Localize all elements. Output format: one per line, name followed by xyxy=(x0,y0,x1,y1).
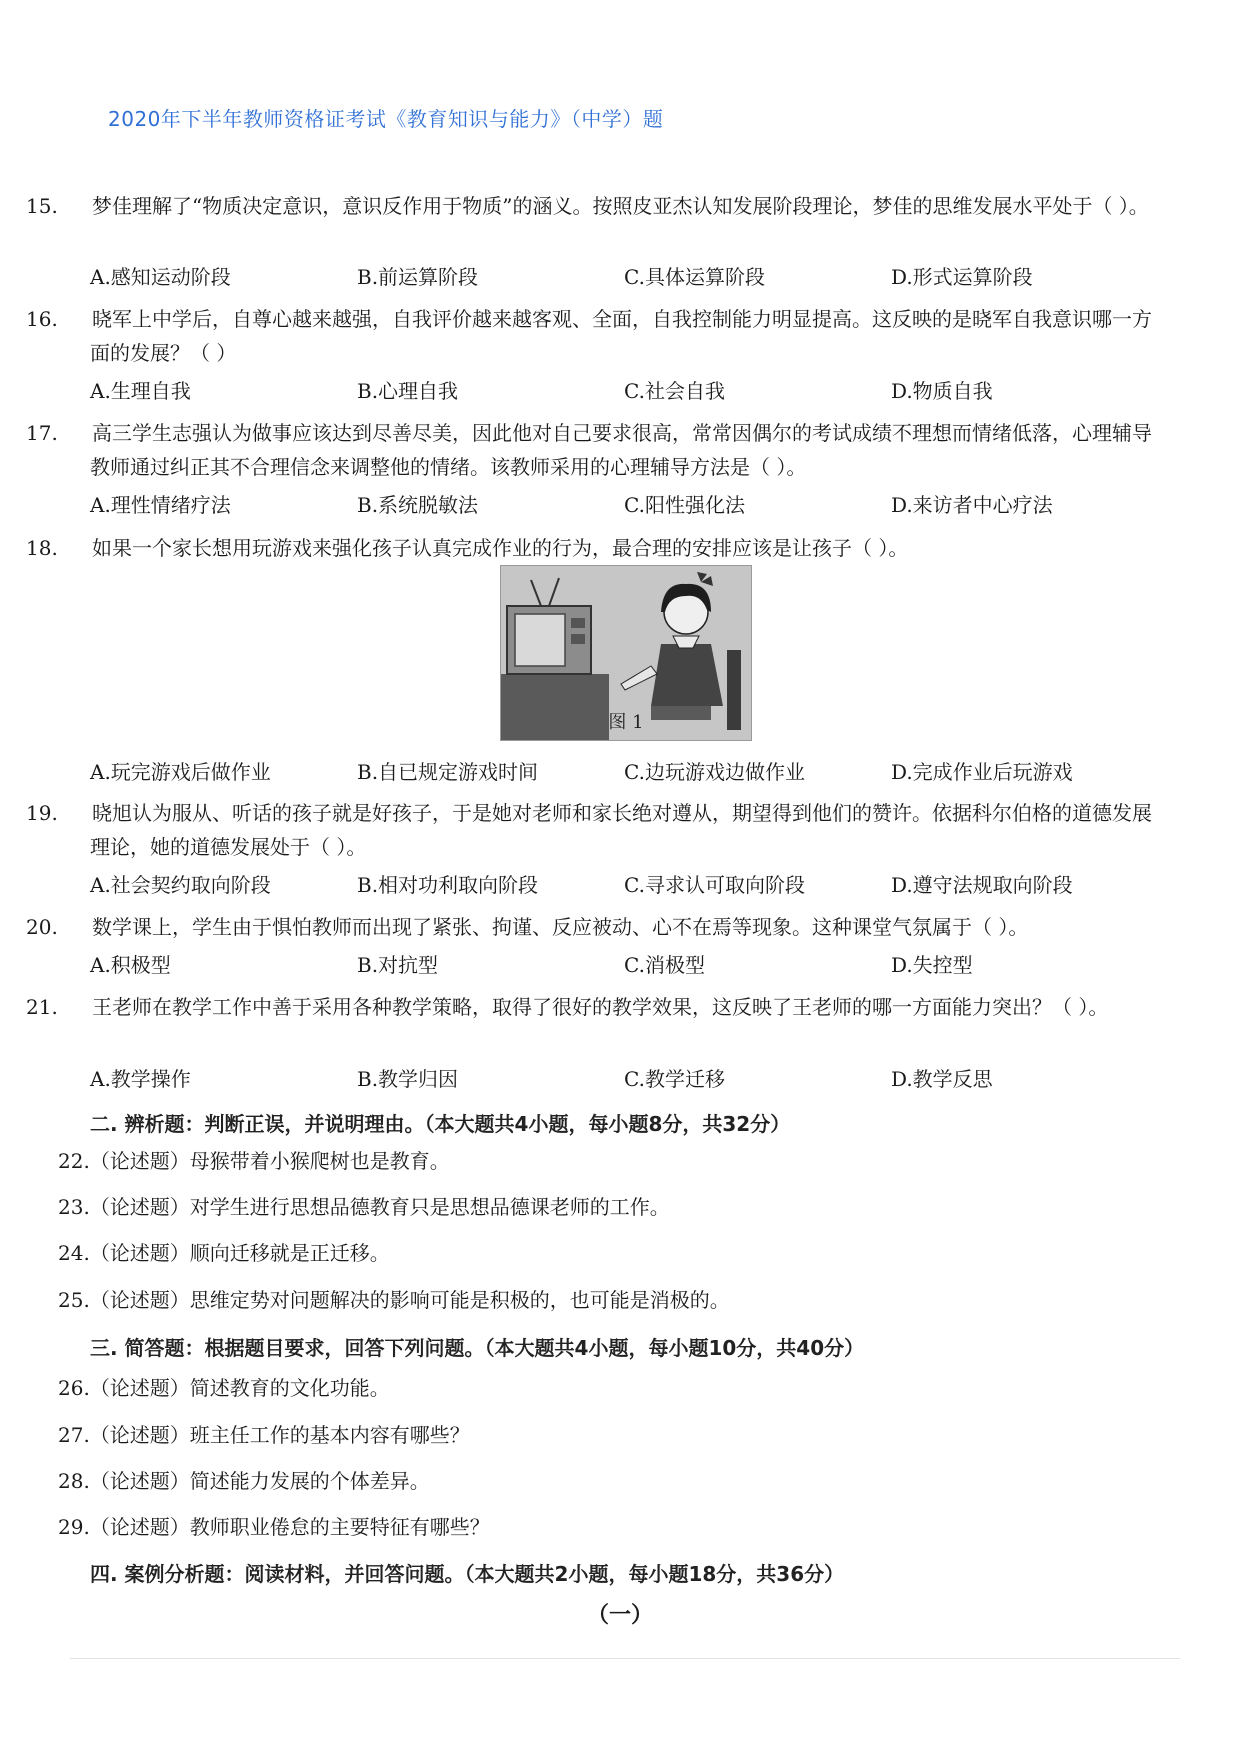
question-17 xyxy=(26,416,1158,484)
question-28 xyxy=(58,1466,430,1496)
question-number: 18. xyxy=(26,536,58,560)
question-27 xyxy=(58,1420,470,1450)
option-a[interactable]: A.玩完游戏后做作业 xyxy=(90,760,271,784)
options-16 xyxy=(90,376,1170,406)
option-c[interactable]: C.消极型 xyxy=(624,953,705,977)
options-21 xyxy=(90,1064,1170,1094)
option-c[interactable]: C.寻求认可取向阶段 xyxy=(624,873,805,897)
option-c[interactable]: C.教学迁移 xyxy=(624,1067,725,1091)
question-number: 25. xyxy=(58,1288,90,1312)
option-c[interactable]: C.社会自我 xyxy=(624,379,725,403)
option-c[interactable]: C.具体运算阶段 xyxy=(624,265,765,289)
option-a[interactable]: A.教学操作 xyxy=(90,1067,191,1091)
question-number: 20. xyxy=(26,915,58,939)
question-number: 19. xyxy=(26,801,58,825)
option-d[interactable]: D.失控型 xyxy=(891,953,973,977)
figure-caption: 图 1 xyxy=(608,712,644,733)
question-stem: 晓旭认为服从、听话的孩子就是好孩子，于是她对老师和家长绝对遵从，期望得到他们的赞许。依据科尔伯格的道德发展理论，她的道德发展处于（ ）。 xyxy=(90,801,1152,859)
question-stem: 高三学生志强认为做事应该达到尽善尽美，因此他对自己要求很高，常常因偶尔的考试成绩不理想而情绪低落，心理辅导教师通过纠正其不合理信念来调整他的情绪。该教师采用的心理辅导方法是（ ）。 xyxy=(90,421,1152,479)
option-d[interactable]: D.来访者中心疗法 xyxy=(891,493,1053,517)
section-4-heading: 四. 案例分析题：阅读材料，并回答问题。（本大题共2小题，每小题18分，共36分） xyxy=(90,1562,845,1586)
question-text: （论述题）顺向迁移就是正迁移。 xyxy=(89,1241,390,1265)
question-22 xyxy=(58,1146,450,1176)
question-24 xyxy=(58,1238,390,1268)
question-text: （论述题）母猴带着小猴爬树也是教育。 xyxy=(89,1149,450,1173)
question-number: 27. xyxy=(58,1423,90,1447)
page-header-title: 2020年下半年教师资格证考试《教育知识与能力》（中学）题 xyxy=(108,107,664,131)
option-b[interactable]: B.对抗型 xyxy=(357,953,439,977)
page-divider xyxy=(70,1658,1180,1659)
option-b[interactable]: B.相对功利取向阶段 xyxy=(357,873,539,897)
question-18 xyxy=(26,531,1158,565)
options-17 xyxy=(90,490,1170,520)
question-25 xyxy=(58,1285,730,1315)
question-23 xyxy=(58,1192,670,1222)
question-stem: 王老师在教学工作中善于采用各种教学策略，取得了很好的教学效果，这反映了王老师的哪一方面能力突出？（ ）。 xyxy=(92,995,1109,1019)
option-a[interactable]: A.社会契约取向阶段 xyxy=(90,873,271,897)
question-text: （论述题）教师职业倦怠的主要特征有哪些？ xyxy=(89,1515,490,1539)
question-text: （论述题）对学生进行思想品德教育只是思想品德课老师的工作。 xyxy=(89,1195,670,1219)
option-c[interactable]: C.阳性强化法 xyxy=(624,493,745,517)
question-stem: 数学课上，学生由于惧怕教师而出现了紧张、拘谨、反应被动、心不在焉等现象。这种课堂气氛属于（ ）。 xyxy=(92,915,1029,939)
question-21 xyxy=(26,990,1158,1024)
option-b[interactable]: B.心理自我 xyxy=(357,379,459,403)
option-c[interactable]: C.边玩游戏边做作业 xyxy=(624,760,805,784)
option-a[interactable]: A.生理自我 xyxy=(90,379,191,403)
question-number: 26. xyxy=(58,1376,90,1400)
question-number: 24. xyxy=(58,1241,90,1265)
options-15 xyxy=(90,262,1170,292)
option-b[interactable]: B.系统脱敏法 xyxy=(357,493,479,517)
question-number: 16. xyxy=(26,307,58,331)
question-20 xyxy=(26,910,1158,944)
question-15 xyxy=(26,189,1158,223)
question-16 xyxy=(26,302,1158,370)
option-a[interactable]: A.感知运动阶段 xyxy=(90,265,231,289)
option-b[interactable]: B.前运算阶段 xyxy=(357,265,479,289)
question-stem: 如果一个家长想用玩游戏来强化孩子认真完成作业的行为，最合理的安排应该是让孩子（ ）。 xyxy=(92,536,909,560)
question-number: 28. xyxy=(58,1469,90,1493)
option-d[interactable]: D.遵守法规取向阶段 xyxy=(891,873,1073,897)
options-18 xyxy=(90,757,1170,787)
option-a[interactable]: A.积极型 xyxy=(90,953,171,977)
question-text: （论述题）简述能力发展的个体差异。 xyxy=(89,1469,430,1493)
option-b[interactable]: B.自已规定游戏时间 xyxy=(357,760,539,784)
figure-1-image xyxy=(500,565,752,741)
question-number: 21. xyxy=(26,995,58,1019)
case-heading: （一） xyxy=(586,1603,653,1628)
question-text: （论述题）思维定势对问题解决的影响可能是积极的，也可能是消极的。 xyxy=(89,1288,730,1312)
option-d[interactable]: D.完成作业后玩游戏 xyxy=(891,760,1073,784)
question-stem: 晓军上中学后，自尊心越来越强，自我评价越来越客观、全面，自我控制能力明显提高。这反映的是晓军自我意识哪一方面的发展？（ ） xyxy=(90,307,1152,365)
question-text: （论述题）简述教育的文化功能。 xyxy=(89,1376,390,1400)
options-20 xyxy=(90,950,1170,980)
section-3-heading: 三. 简答题：根据题目要求，回答下列问题。（本大题共4小题，每小题10分，共40分） xyxy=(90,1336,865,1360)
question-26 xyxy=(58,1373,390,1403)
question-number: 17. xyxy=(26,421,58,445)
question-number: 22. xyxy=(58,1149,90,1173)
section-2-heading: 二. 辨析题：判断正误，并说明理由。（本大题共4小题，每小题8分，共32分） xyxy=(90,1112,791,1136)
option-b[interactable]: B.教学归因 xyxy=(357,1067,459,1091)
option-d[interactable]: D.教学反思 xyxy=(891,1067,993,1091)
question-number: 29. xyxy=(58,1515,90,1539)
question-29 xyxy=(58,1512,490,1542)
question-stem: 梦佳理解了“物质决定意识，意识反作用于物质”的涵义。按照皮亚杰认知发展阶段理论，梦佳的思维发展水平处于（ ）。 xyxy=(92,194,1149,218)
question-number: 15. xyxy=(26,194,58,218)
question-19 xyxy=(26,796,1158,864)
options-19 xyxy=(90,870,1170,900)
option-d[interactable]: D.物质自我 xyxy=(891,379,993,403)
option-d[interactable]: D.形式运算阶段 xyxy=(891,265,1033,289)
question-number: 23. xyxy=(58,1195,90,1219)
question-text: （论述题）班主任工作的基本内容有哪些？ xyxy=(89,1423,470,1447)
option-a[interactable]: A.理性情绪疗法 xyxy=(90,493,231,517)
